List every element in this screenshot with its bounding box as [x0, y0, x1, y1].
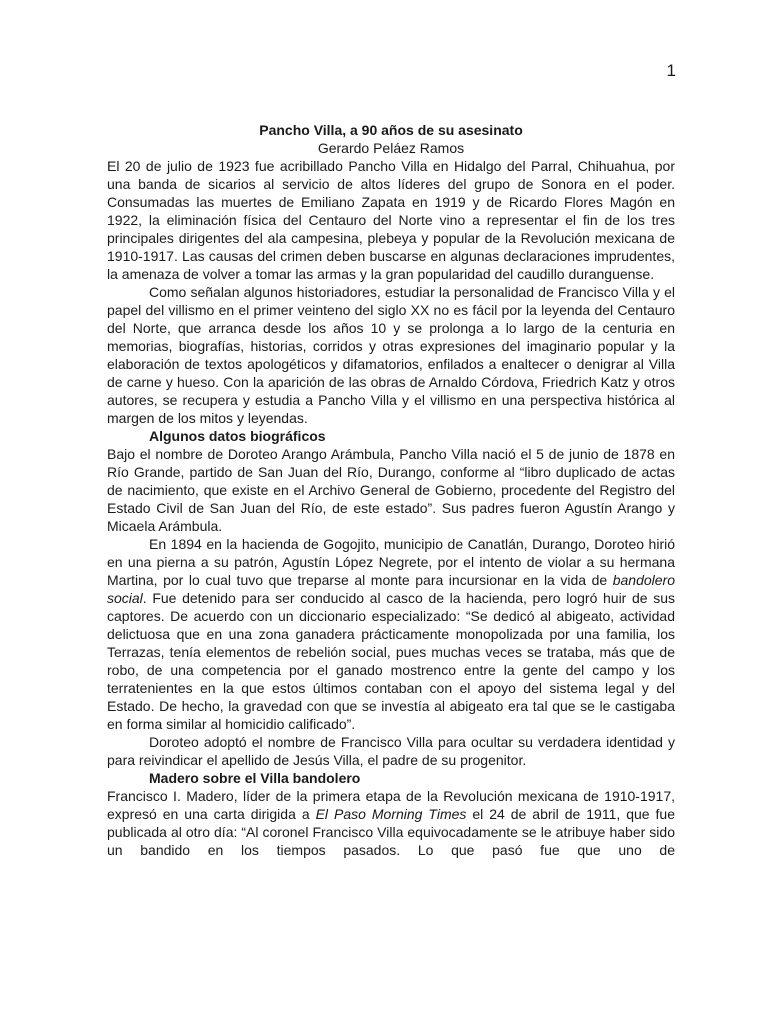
paragraph-birth: Bajo el nombre de Doroteo Arango Arámbula, Pancho Villa nació el 5 de junio de 1878 en Río Grande, partido de San Juan del Río, Durango, conforme al “libro duplicado de actas de nacimiento, que existe en el Archivo General de Gobierno, procedente del Registro del Estado Civil de San Juan del Río, de este estado”. Sus padres fueron Agustín Arango y Micaela Arámbula.	[107, 446, 675, 534]
paragraph-madero-letter	[107, 787, 675, 859]
page-number: 1	[666, 61, 676, 80]
paragraph-historiography: Como señalan algunos historiadores, estudiar la personalidad de Francisco Villa y el papel del villismo en el primer veinteno del siglo XX no es fácil por la leyenda del Centauro del Norte, que arranca desde los años 10 y se prolonga a lo largo de la centuria en memorias, biografías, historias, corridos y otras expresiones del imaginario popular y la elaboración de textos apologéticos y difamatorios, enfilados a enaltecer o denigrar al Villa de carne y hueso. Con la aparición de las obras de Arnaldo Córdova, Friedrich Katz y otros autores, se recupera y estudia a Pancho Villa y el villismo en una perspectiva histórica al margen de los mitos y leyendas.	[107, 284, 675, 426]
section-heading-biography: Algunos datos biográficos	[149, 428, 326, 444]
paragraph-name-adoption: Doroteo adoptó el nombre de Francisco Villa para ocultar su verdadera identidad y para reivindicar el apellido de Jesús Villa, el padre de su progenitor.	[107, 734, 675, 768]
document-page	[107, 0, 675, 1024]
paragraph-madero-text-b: el 24 de abril de 1911, que fue publicada al otro día: “Al coronel Francisco Villa equivocadamente se le atribuye haber sido un bandido en los tiempos pasados. Lo que pasó fue que uno de	[107, 806, 676, 858]
article-body	[107, 121, 675, 859]
article-title: Pancho Villa, a 90 años de su asesinato	[259, 122, 523, 138]
paragraph-bandolero-text-a: En 1894 en la hacienda de Gogojito, municipio de Canatlán, Durango, Doroteo hirió en una pierna a su patrón, Agustín López Negrete, por el intento de violar a su hermana Martina, por lo cual tuvo que treparse al monte para incursionar en la vida de	[107, 536, 675, 588]
paragraph-bandolero	[107, 535, 675, 733]
emphasis-bandolero-social: bandolero social	[107, 572, 675, 606]
article-author: Gerardo Peláez Ramos	[317, 140, 465, 156]
paragraph-intro: El 20 de julio de 1923 fue acribillado Pancho Villa en Hidalgo del Parral, Chihuahua, por una banda de sicarios al servicio de altos líderes del grupo de Sonora en el poder. Consumadas las muertes de Emiliano Zapata en 1919 y de Ricardo Flores Magón en 1922, la eliminación física del Centauro del Norte vino a representar el fin de los tres principales dirigentes del ala campesina, plebeya y popular de la Revolución mexicana de 1910-1917. Las causas del crimen deben buscarse en algunas declaraciones imprudentes, la amenaza de volver a tomar las armas y la gran popularidad del caudillo duranguense.	[107, 158, 675, 282]
paragraph-madero-text-a: Francisco I. Madero, líder de la primera etapa de la Revolución mexicana de 1910-1917, expresó en una carta dirigida a	[107, 788, 675, 822]
paragraph-bandolero-text-b: . Fue detenido para ser conducido al casco de la hacienda, pero logró huir de sus captores. De acuerdo con un diccionario especializado: “Se dedicó al abigeato, actividad delictuosa que en una zona ganadera prácticamente monopolizada por una familia, los Terrazas, tenía elementos de rebelión social, pues muchas veces se trataba, más que de robo, de una competencia por el ganado mostrenco entre la gente del campo y los terratenientes en la que estos últimos contaban con el apoyo del sistema legal y del Estado. De hecho, la gravedad con que se investía al abigeato era tal que se le castigaba en forma similar al homicidio calificado”.	[107, 590, 675, 732]
section-heading-madero: Madero sobre el Villa bandolero	[149, 770, 361, 786]
emphasis-newspaper-name: El Paso Morning Times	[315, 806, 467, 822]
